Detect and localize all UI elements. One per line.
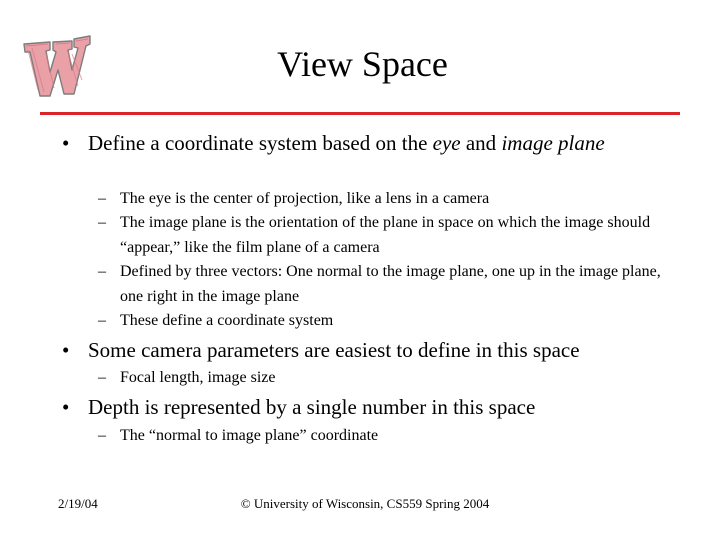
- dash-symbol: –: [98, 214, 106, 231]
- sub-bullet-text: Defined by three vectors: One normal to the image plane, one up in the image plane, one right in the image plane: [120, 263, 661, 305]
- dash-symbol: –: [98, 369, 106, 386]
- footer-copyright: © University of Wisconsin, CS559 Spring 2004: [240, 496, 490, 511]
- university-of-wisconsin-w-logo: [20, 30, 92, 100]
- sub-bullet-text: The image plane is the orientation of the plane in space on which the image should “appear,” like the film plane of a camera: [120, 214, 651, 256]
- dash-symbol: –: [98, 190, 106, 207]
- bullet-text-emphasis: eye: [432, 131, 461, 155]
- dash-symbol: –: [98, 263, 106, 280]
- sub-bullet-text: Focal length, image size: [120, 369, 276, 386]
- bullet-symbol: •: [62, 131, 70, 155]
- bullet-symbol: •: [62, 338, 70, 362]
- dash-symbol: –: [98, 427, 106, 444]
- sub-bullet-text: The eye is the center of projection, like a lens in a camera: [120, 190, 490, 207]
- bullet-symbol: •: [62, 395, 70, 419]
- bullet-text-emphasis: image plane: [501, 131, 605, 155]
- slide-title: View Space: [277, 44, 448, 84]
- sub-bullet-text: These define a coordinate system: [120, 312, 334, 329]
- bullet-text-part: Define a coordinate system based on the: [88, 131, 433, 155]
- footer-date: 2/19/04: [58, 496, 98, 511]
- title-divider: [40, 112, 680, 115]
- bullet-text: Some camera parameters are easiest to define in this space: [88, 338, 580, 362]
- bullet-text-part: and: [460, 131, 502, 155]
- sub-bullet-text: The “normal to image plane” coordinate: [120, 427, 379, 444]
- bullet-text: [88, 131, 668, 155]
- bullet-text: Depth is represented by a single number in this space: [88, 395, 536, 419]
- dash-symbol: –: [98, 312, 106, 329]
